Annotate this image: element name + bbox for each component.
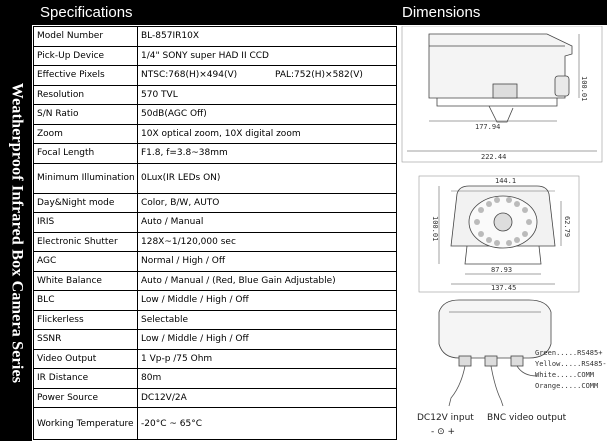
spec-label: Flickerless <box>34 310 138 330</box>
table-row <box>34 66 397 86</box>
spec-value: Auto / Manual <box>138 213 397 233</box>
spec-value: Color, B/W, AUTO <box>138 193 397 213</box>
table-row <box>34 46 397 66</box>
spec-table <box>33 26 397 440</box>
table-row <box>34 163 397 193</box>
front-view-drawing <box>419 176 579 292</box>
dim-front-height: 100.01 <box>431 216 439 242</box>
wire-green-label: Green.....RS485+ <box>535 349 603 357</box>
spec-value: DC12V/2A <box>138 388 397 408</box>
wire-yellow-label: Yellow.....RS485- <box>535 360 607 368</box>
table-row <box>34 144 397 164</box>
spec-value: Selectable <box>138 310 397 330</box>
table-row <box>34 388 397 408</box>
spec-value: 570 TVL <box>138 85 397 105</box>
vertical-title-text: Weatherproof Infrared Box Camera Series <box>8 82 25 384</box>
table-row <box>34 124 397 144</box>
spec-label: Video Output <box>34 349 138 369</box>
side-view-drawing <box>402 26 602 162</box>
table-row <box>34 310 397 330</box>
specifications-heading: Specifications <box>40 4 133 21</box>
dim-side-total: 222.44 <box>481 153 507 161</box>
spec-label: S/N Ratio <box>34 105 138 125</box>
spec-value: 1/4" SONY super HAD II CCD <box>138 46 397 66</box>
spec-label: IR Distance <box>34 369 138 389</box>
table-row <box>34 330 397 350</box>
spec-value: -20°C ~ 65°C <box>138 408 397 440</box>
spec-label: BLC <box>34 291 138 311</box>
spec-value: 80m <box>138 369 397 389</box>
table-row <box>34 193 397 213</box>
spec-value: 10X optical zoom, 10X digital zoom <box>138 124 397 144</box>
spec-label: AGC <box>34 252 138 272</box>
vertical-title <box>0 25 32 441</box>
spec-label: Effective Pixels <box>34 66 138 86</box>
spec-value: BL-857IR10X <box>138 27 397 47</box>
wire-orange-label: Orange.....COMM <box>535 382 599 390</box>
table-row <box>34 291 397 311</box>
dimension-drawings <box>397 26 607 441</box>
spec-label: Electronic Shutter <box>34 232 138 252</box>
spec-label: Resolution <box>34 85 138 105</box>
spec-value: Low / Middle / High / Off <box>138 291 397 311</box>
table-row <box>34 369 397 389</box>
dim-side-body: 177.94 <box>475 123 501 131</box>
spec-label: Working Temperature <box>34 408 138 440</box>
spec-label: White Balance <box>34 271 138 291</box>
spec-value: Low / Middle / High / Off <box>138 330 397 350</box>
spec-label: IRIS <box>34 213 138 233</box>
spec-label: Pick-Up Device <box>34 46 138 66</box>
wire-white-label: White.....COMM <box>535 371 595 379</box>
spec-label: Model Number <box>34 27 138 47</box>
spec-value-ntsc: NTSC:768(H)×494(V) <box>141 70 238 81</box>
spec-label: SSNR <box>34 330 138 350</box>
spec-value: 0Lux(IR LEDs ON) <box>138 163 397 193</box>
table-row <box>34 105 397 125</box>
table-row <box>34 85 397 105</box>
spec-label: Power Source <box>34 388 138 408</box>
table-row <box>34 408 397 440</box>
dim-side-height: 100.01 <box>580 76 588 102</box>
spec-value-pal: PAL:752(H)×582(V) <box>275 70 363 81</box>
spec-label: Day&Night mode <box>34 193 138 213</box>
bnc-output-label: BNC video output <box>487 413 567 423</box>
dim-front-total: 137.45 <box>491 284 517 292</box>
dimensions-heading: Dimensions <box>402 4 481 21</box>
spec-value <box>138 66 397 86</box>
camera-drawing-svg <box>397 26 607 441</box>
table-row <box>34 27 397 47</box>
dim-front-inner: 62.79 <box>563 216 571 238</box>
spec-label: Minimum Illumination <box>34 163 138 193</box>
table-row <box>34 213 397 233</box>
polarity-label: - ⊙ + <box>431 427 456 437</box>
spec-label: Zoom <box>34 124 138 144</box>
dc-input-label: DC12V input <box>417 413 474 423</box>
dim-front-width: 144.1 <box>495 177 517 185</box>
dim-front-base: 87.93 <box>491 266 513 274</box>
spec-value: 128X~1/120,000 sec <box>138 232 397 252</box>
table-row <box>34 232 397 252</box>
spec-value: Normal / High / Off <box>138 252 397 272</box>
spec-value: 1 Vp-p /75 Ohm <box>138 349 397 369</box>
spec-label: Focal Length <box>34 144 138 164</box>
spec-value: F1.8, f=3.8~38mm <box>138 144 397 164</box>
table-row <box>34 252 397 272</box>
table-row <box>34 349 397 369</box>
table-row <box>34 271 397 291</box>
spec-value: 50dB(AGC Off) <box>138 105 397 125</box>
spec-value: Auto / Manual / (Red, Blue Gain Adjustable) <box>138 271 397 291</box>
